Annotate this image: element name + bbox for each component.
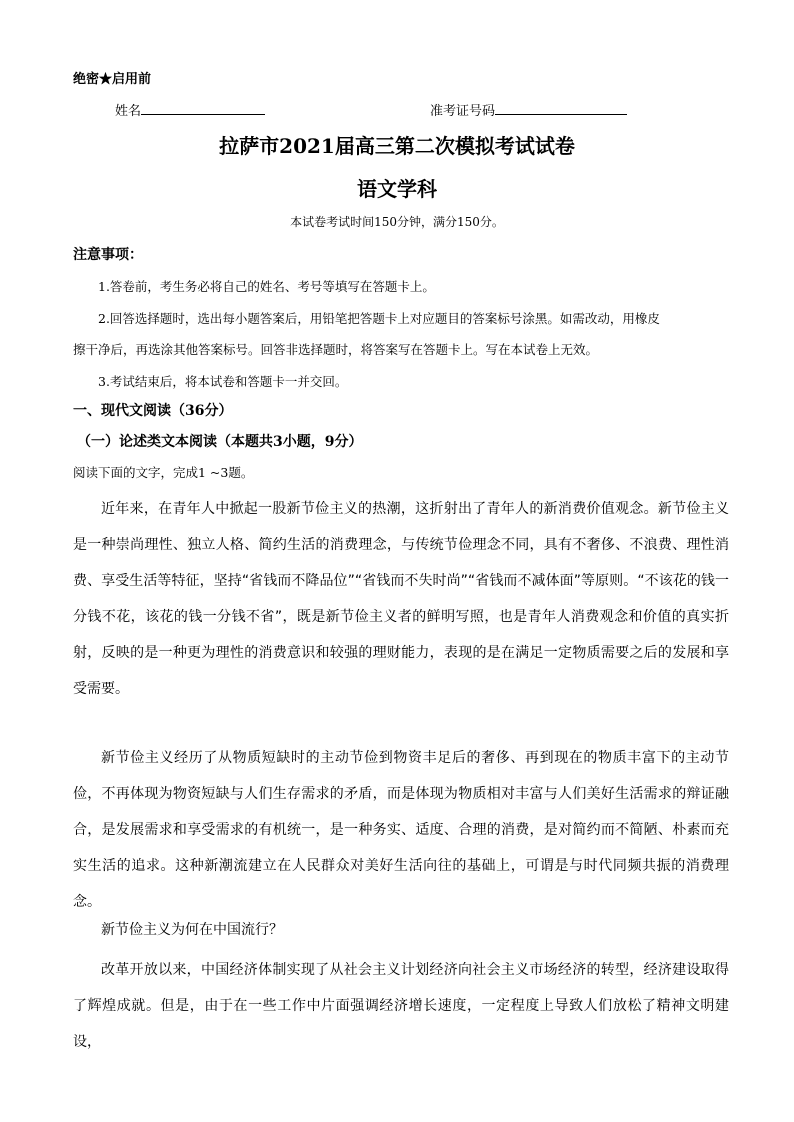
- exam-subject: 语文学科: [357, 177, 437, 201]
- reading-instruction: 阅读下面的文字，完成1 ~3题。: [73, 465, 254, 480]
- section-heading: 一、现代文阅读（36分）: [73, 403, 233, 419]
- notice-item: 1.答卷前，考生务必将自己的姓名、考号等填写在答题卡上。: [98, 279, 435, 294]
- exam-id-field: [430, 100, 627, 119]
- exam-meta: 本试卷考试时间150分钟，满分150分。: [290, 215, 504, 229]
- notice-item: 擦干净后，再选涂其他答案标号。回答非选择题时，将答案写在答题卡上。写在本试卷上无效。: [73, 342, 599, 357]
- notice-heading: 注意事项：: [73, 247, 143, 263]
- name-field: [115, 100, 265, 119]
- notice-item: 2.回答选择题时，选出每小题答案后，用铅笔把答题卡上对应题目的答案标号涂黑。如需改动，用橡皮: [98, 311, 660, 326]
- subsection-heading: （一）论述类文本阅读（本题共3小题，9分）: [77, 434, 363, 450]
- passage-paragraph: 近年来，在青年人中掀起一股新节俭主义的热潮，这折射出了青年人的新消费价值观念。新节俭主义是一种崇尚理性、独立人格、简约生活的消费理念，与传统节俭理念不同，具有不奢侈、不浪费、理性消费、享受生活等特征，坚持“省钱而不降品位”“省钱而不失时尚”“省钱而不减体面”等原则。“不该花的钱一分钱不花，该花的钱一分钱不省”，既是新节俭主义者的鲜明写照，也是青年人消费观念和价值的真实折射，反映的是一种更为理性的消费意识和较强的理财能力，表现的是在满足一定物质需要之后的发展和享受需要。: [73, 501, 729, 697]
- passage-paragraph: 新节俭主义为何在中国流行？: [101, 922, 283, 938]
- secret-label: 绝密★启用前: [73, 72, 152, 87]
- exam-id-label: 准考证号码: [430, 104, 496, 119]
- exam-title: 拉萨市2021届高三第二次模拟考试试卷: [219, 134, 575, 158]
- passage-paragraph: 改革开放以来，中国经济体制实现了从社会主义计划经济向社会主义市场经济的转型，经济建设取得了辉煌成就。但是，由于在一些工作中片面强调经济增长速度，一定程度上导致人们放松了精神文明建设，: [73, 962, 729, 1050]
- passage-paragraph: 新节俭主义经历了从物质短缺时的主动节俭到物资丰足后的奢侈、再到现在的物质丰富下的主动节俭，不再体现为物资短缺与人们生存需求的矛盾，而是体现为物质相对丰富与人们美好生活需求的辩证融合，是发展需求和享受需求的有机统一，是一种务实、适度、合理的消费，是对简约而不简陋、朴素而充实生活的追求。这种新潮流建立在人民群众对美好生活向往的基础上，可谓是与时代同频共振的消费理念。: [73, 750, 729, 910]
- name-blank: [141, 101, 265, 115]
- notice-item: 3.考试结束后，将本试卷和答题卡一并交回。: [98, 374, 348, 389]
- name-label: 姓名: [115, 104, 142, 119]
- exam-id-blank: [495, 101, 627, 115]
